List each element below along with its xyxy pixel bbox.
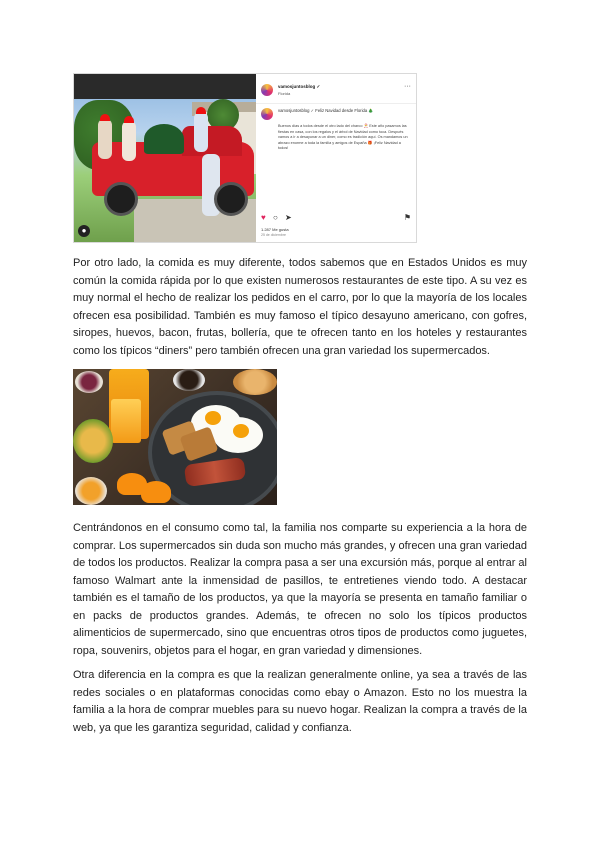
person-shape: [98, 119, 112, 159]
person-shape: [122, 121, 136, 161]
christmas-tree-shape: [144, 124, 184, 154]
likes-count: 1.287 Me gusta: [261, 227, 289, 232]
post-actions: [261, 214, 411, 224]
post-header: [256, 79, 416, 104]
post-location: Florida: [278, 91, 291, 96]
post-username: vamosjuntosblog ✓: [278, 84, 321, 89]
share-icon: ➤: [285, 213, 292, 222]
american-breakfast-photo: [73, 369, 277, 505]
paragraph-online-shopping: Otra diferencia en la compra es que la realizan generalmente online, ya sea a través de las redes sociales o en plataformas conocidas como ebay o Amazon. Esto no los muestra la familia a la hora de comprar muebles para su nuevo hogar. Realizan la compra a través de la web, ya que les garantiza seguridad, calidad y confianza.: [73, 669, 527, 734]
paragraph-food: Por otro lado, la comida es muy diferente, todos sabemos que en Estados Unidos es muy común la comida rápida por lo que existen numerosos restaurantes de este tipo. A su vez es muy normal el hecho de realizar los pedidos en el carro, por lo que la mayoría de los locales ofrecen esa posibilidad. También es muy famoso el típico desayuno americano, con gofres, siropes, huevos, bacon, frutas, bollería, que te ofrecen tanto en los hoteles y restaurantes como los típicos “diners” pero también ofrecen una gran variedad los supermercados.: [73, 257, 527, 357]
caption-body: Buenos días a todos desde el otro lado del charco 🎅 Este año pasamos las fiestas en casa, con los regalos y el árbol de Navidad como toca. Después vamos a ir a desayunar a un diner, como es tradición aquí. Os mandamos un abrazo enorme a toda la familia y amigos de España 🎁 ¡Feliz Navidad a todos!: [278, 124, 408, 151]
family-christmas-photo: [74, 74, 256, 242]
photo-top-band: [74, 74, 256, 99]
truck-cab-shape: [182, 126, 242, 156]
bookmark-icon: ⚑: [403, 213, 411, 222]
avatar: [261, 84, 273, 96]
caption-title: vamosjuntosblog ✓ Feliz Navidad desde Florida 🎄: [278, 108, 374, 113]
berry-bowl-shape: [75, 371, 103, 393]
person-shape: [194, 112, 208, 152]
wheel-shape: [104, 182, 138, 216]
santa-hat-shape: [196, 107, 206, 114]
paragraph-shopping: Centrándonos en el consumo como tal, la familia nos comparte su experiencia a la hora de comprar. Los supermercados sin duda son mucho más grandes, y ofrecen una gran variedad de todos los productos. Realizar la compra pasa a ser una excursión más, porque al entrar al famoso Walmart ante la inmensidad de pasillos, te entretienes viendo todo. A destacar también es el tamaño de los productos, ya que la mayoría se presenta en tamaño familiar o en packs de productos grandes. Además, te ofrecen no solo los típicos productos alimenticios de supermercado, sino que encuentras otros tipos de productos como juguetes, ropa, souvenirs, objetos para el hogar, en gran variedad y dimensiones.: [73, 522, 527, 657]
more-options-icon: ···: [404, 83, 411, 90]
santa-hat-shape: [124, 116, 134, 123]
wheel-shape: [214, 182, 248, 216]
pancakes-shape: [233, 369, 277, 395]
yolk-shape: [233, 424, 249, 438]
santa-hat-shape: [100, 114, 110, 121]
post-date: 25 de diciembre: [261, 233, 286, 237]
avatar: [261, 108, 273, 120]
yolk-shape: [205, 411, 221, 425]
instagram-side-panel: [256, 74, 416, 242]
yogurt-bowl-shape: [75, 477, 107, 505]
juice-glass-shape: [111, 399, 141, 443]
cereal-bowl-shape: [73, 419, 113, 463]
user-tag-icon: ●: [78, 225, 90, 237]
comment-icon: ○: [273, 213, 278, 222]
orange-slice-shape: [141, 481, 171, 503]
coffee-cup-shape: [173, 369, 205, 391]
heart-icon: ♥: [261, 213, 266, 222]
instagram-post-screenshot: [73, 73, 417, 243]
